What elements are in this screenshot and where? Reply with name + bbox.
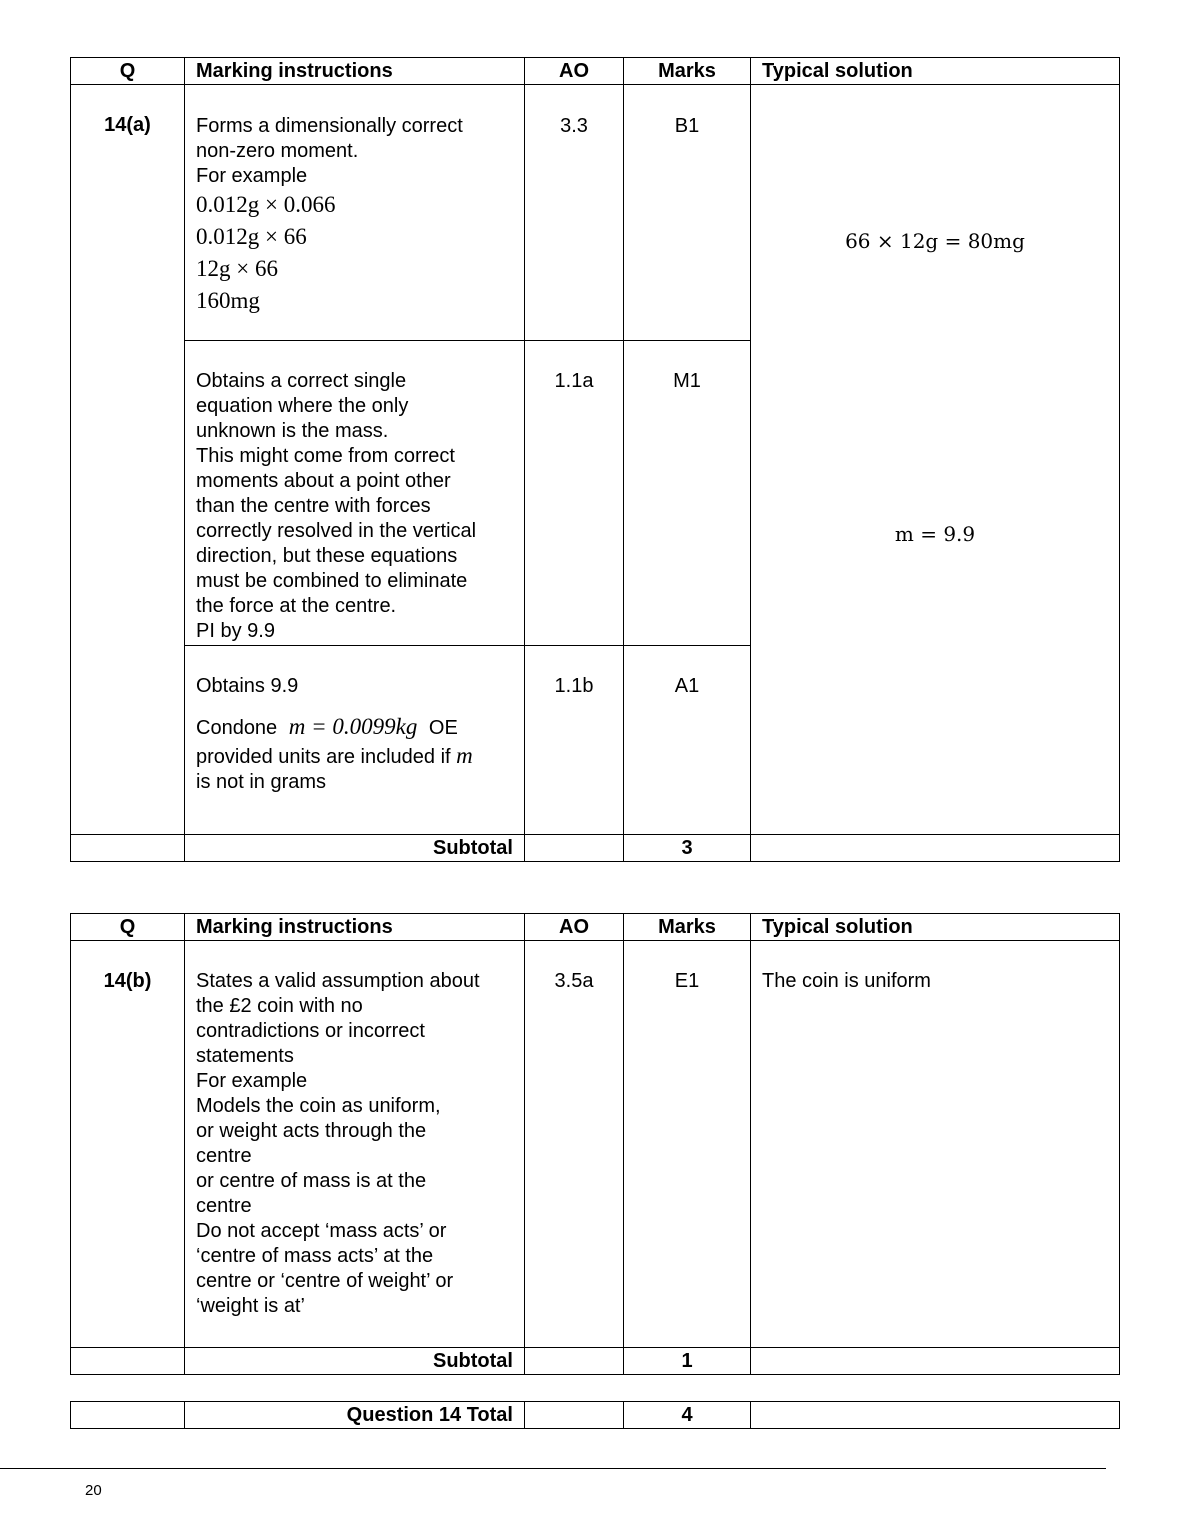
ao-value: 1.1b <box>525 646 624 835</box>
ao-value: 3.3 <box>525 85 624 341</box>
empty-cell <box>71 835 185 862</box>
empty-cell <box>525 835 624 862</box>
provided-line <box>196 743 513 770</box>
table-row <box>71 941 1120 1348</box>
subtotal-row <box>71 1348 1120 1375</box>
empty-cell <box>751 835 1120 862</box>
table-row <box>71 85 1120 341</box>
instruction-line: must be combined to eliminate <box>196 570 468 592</box>
instruction-line: the £2 coin with no <box>196 995 363 1017</box>
instruction-line: States a valid assumption about <box>196 970 480 992</box>
instruction-line: Forms a dimensionally correct <box>196 115 463 137</box>
instruction-line: This might come from correct <box>196 445 455 467</box>
subtotal-label: Subtotal <box>185 1348 525 1375</box>
header-marking-instructions: Marking instructions <box>185 914 525 941</box>
instruction-line: For example <box>196 165 308 187</box>
math-example: 0.012g × 66 <box>196 224 307 249</box>
condone-line <box>196 711 513 743</box>
solution-equation: 66 × 12g = 80mg <box>845 229 1025 253</box>
header-q: Q <box>71 914 185 941</box>
mark-code: E1 <box>624 941 751 1348</box>
header-marks: Marks <box>624 914 751 941</box>
subtotal-row <box>71 835 1120 862</box>
instruction-line: ‘centre of mass acts’ at the <box>196 1245 434 1267</box>
instruction-cell <box>185 646 525 835</box>
instruction-line: statements <box>196 1045 294 1067</box>
instruction-line: Models the coin as uniform, <box>196 1095 441 1117</box>
mark-code: A1 <box>624 646 751 835</box>
page-number: 20 <box>85 1482 102 1499</box>
instruction-line: direction, but these equations <box>196 545 458 567</box>
condone-math: m = 0.0099kg <box>288 714 418 739</box>
subtotal-label: Subtotal <box>185 835 525 862</box>
header-q: Q <box>71 58 185 85</box>
math-example: 0.012g × 0.066 <box>196 192 336 217</box>
empty-cell <box>525 1402 624 1429</box>
empty-cell <box>71 1348 185 1375</box>
solution-result: m = 9.9 <box>894 522 976 546</box>
ao-value: 1.1a <box>525 341 624 646</box>
question-number: 14(b) <box>71 941 185 1348</box>
mark-code: B1 <box>624 85 751 341</box>
instruction-line: than the centre with forces <box>196 495 431 517</box>
marking-table-14b <box>70 913 1120 1375</box>
instruction-line: centre <box>196 1145 252 1167</box>
instruction-line: equation where the only <box>196 395 409 417</box>
instruction-line: PI by 9.9 <box>196 620 275 642</box>
instruction-line: non-zero moment. <box>196 140 359 162</box>
instruction-line: centre or ‘centre of weight’ or <box>196 1270 454 1292</box>
header-row <box>71 914 1120 941</box>
instruction-line: ‘weight is at’ <box>196 1295 305 1317</box>
instruction-line: moments about a point other <box>196 470 451 492</box>
typical-solution-cell <box>751 85 1120 835</box>
mark-code: M1 <box>624 341 751 646</box>
marking-table-14a <box>70 57 1120 862</box>
empty-cell <box>71 1402 185 1429</box>
header-typical-solution: Typical solution <box>751 58 1120 85</box>
typical-solution-cell: The coin is uniform <box>751 941 1120 1348</box>
instruction-cell <box>185 341 525 646</box>
total-row <box>71 1402 1120 1429</box>
header-row <box>71 58 1120 85</box>
condone-suffix: OE <box>428 717 458 739</box>
header-ao: AO <box>525 58 624 85</box>
instruction-line: Obtains a correct single <box>196 370 407 392</box>
question-total-value: 4 <box>624 1402 751 1429</box>
math-example: 160mg <box>196 288 260 313</box>
instruction-line: contradictions or incorrect <box>196 1020 425 1042</box>
instruction-line: or centre of mass is at the <box>196 1170 427 1192</box>
subtotal-value: 1 <box>624 1348 751 1375</box>
ao-value: 3.5a <box>525 941 624 1348</box>
instruction-line: the force at the centre. <box>196 595 397 617</box>
instruction-line: Do not accept ‘mass acts’ or <box>196 1220 447 1242</box>
empty-cell <box>751 1402 1120 1429</box>
header-typical-solution: Typical solution <box>751 914 1120 941</box>
instruction-line: or weight acts through the <box>196 1120 427 1142</box>
instruction-line: For example <box>196 1070 308 1092</box>
instruction-cell <box>185 85 525 341</box>
instruction-line: unknown is the mass. <box>196 420 389 442</box>
header-marking-instructions: Marking instructions <box>185 58 525 85</box>
provided-text: provided units are included if <box>196 746 451 768</box>
instruction-line: centre <box>196 1195 252 1217</box>
instruction-line: is not in grams <box>196 771 327 793</box>
footer-divider <box>0 1468 1106 1469</box>
subtotal-value: 3 <box>624 835 751 862</box>
empty-cell <box>751 1348 1120 1375</box>
question-total-table <box>70 1401 1120 1429</box>
instruction-line: Obtains 9.9 <box>196 675 299 697</box>
empty-cell <box>525 1348 624 1375</box>
question-number: 14(a) <box>71 85 185 835</box>
instruction-line: correctly resolved in the vertical <box>196 520 477 542</box>
condone-label: Condone <box>196 717 278 739</box>
provided-var: m <box>456 743 473 768</box>
question-total-label: Question 14 Total <box>185 1402 525 1429</box>
header-ao: AO <box>525 914 624 941</box>
header-marks: Marks <box>624 58 751 85</box>
instruction-cell <box>185 941 525 1348</box>
math-example: 12g × 66 <box>196 256 278 281</box>
